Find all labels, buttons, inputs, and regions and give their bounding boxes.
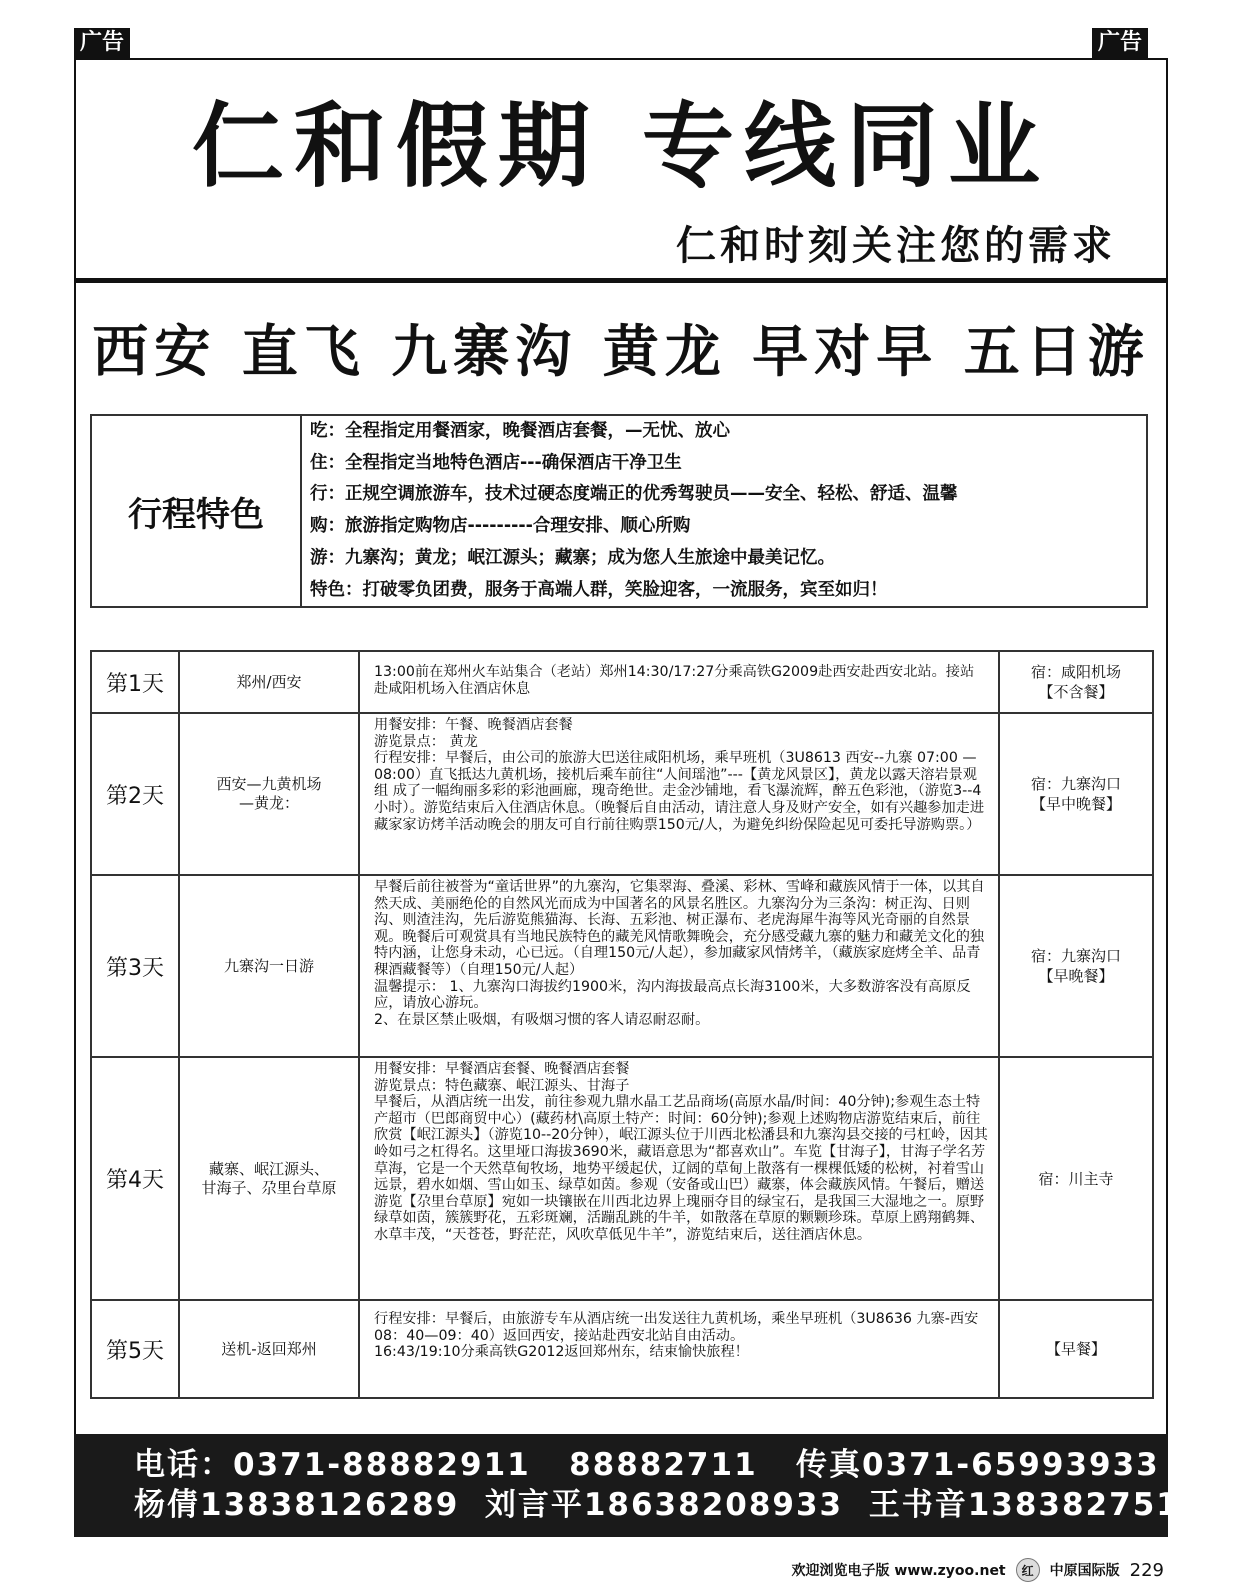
day-route: 郑州/西安	[179, 651, 359, 713]
header-divider	[74, 278, 1168, 283]
feature-eat: 吃：全程指定用餐酒家，晚餐酒店套餐，—无忧、放心	[310, 421, 730, 441]
feature-shopping: 购：旅游指定购物店---------合理安排、顺心所购	[310, 516, 691, 537]
feature-special: 特色：打破零负团费，服务于高端人群，笑脸迎客，一流服务，宾至如归！	[310, 579, 888, 600]
page-title: 仁和假期 专线同业	[191, 93, 1051, 200]
day-lodging: 【早餐】	[999, 1300, 1153, 1398]
feature-transport: 行：正规空调旅游车，技术过硬态度端正的优秀驾驶员——安全、轻松、舒适、温馨	[310, 484, 958, 505]
day-description: 13:00前在郑州火车站集合（老站）郑州14:30/17:27分乘高铁G2009赴西安赴西安北站。接站赴咸阳机场入住酒店休息	[359, 651, 999, 713]
footer-text: 欢迎浏览电子版 www.zyoo.net	[791, 1563, 1006, 1579]
feature-sights: 游：九寨沟；黄龙；岷江源头；藏寨；成为您人生旅途中最美记忆。	[310, 547, 835, 568]
features-label: 行程特色	[92, 416, 302, 606]
contact-names-line: 杨倩13838126289 刘言平18638208933 王书音13838275102	[134, 1487, 1227, 1523]
day-lodging: 宿：咸阳机场 【不含餐】	[999, 651, 1153, 713]
day-route: 送机-返回郑州	[179, 1300, 359, 1398]
day-lodging: 宿：九寨沟口 【早中晚餐】	[999, 713, 1153, 875]
day-lodging: 宿：九寨沟口 【早晚餐】	[999, 875, 1153, 1057]
table-row	[91, 651, 1153, 713]
table-row	[91, 875, 1153, 1057]
day-description: 用餐安排：午餐、晚餐酒店套餐 游览景点： 黄龙 行程安排：早餐后，由公司的旅游大巴送往咸阳机场，乘早班机（3U8613 西安--九寨 07:00 — 08:00）直飞抵达九黄机场，接机后乘车前往“人间瑶池”---【黄龙风景区】，黄龙以露天溶岩景观组 成了一幅绚丽多彩的彩池画廊，瑰奇绝世。走金沙铺地，看飞瀑流辉，醉五色彩池，（游览3--4小时）。游览结束后入住酒店休息。（晚餐后自由活动，请注意人身及财产安全，如有兴趣参加走进藏家家访烤羊活动晚会的朋友可自行前往购票150元/人，为避免纠纷保险起见可委托导游购票。）	[359, 713, 999, 875]
table-row	[91, 713, 1153, 875]
day-route: 西安—九黄机场 —黄龙：	[179, 713, 359, 875]
day-lodging: 宿：川主寺	[999, 1057, 1153, 1300]
features-list	[310, 416, 1140, 606]
day-label: 第5天	[91, 1300, 179, 1398]
day-label: 第4天	[91, 1057, 179, 1300]
page-number: 229	[1129, 1559, 1164, 1581]
ad-tag-left: 广告	[74, 28, 130, 58]
publication-logo-icon: 红	[1016, 1558, 1040, 1582]
page-footer	[792, 1558, 1164, 1582]
footer-edition: 中原国际版	[1049, 1563, 1120, 1579]
day-description: 用餐安排：早餐酒店套餐、晚餐酒店套餐 游览景点：特色藏寨、岷江源头、甘海子 早餐后，从酒店统一出发，前往参观九鼎水晶工艺品商场(高原水晶/时间：40分钟);参观生态土特产超市（巴郎商贸中心）(藏药材\高原土特产：时间：60分钟);参观上述购物店游览结束后，前往欣赏【岷江源头】（游览10--20分钟），岷江源头位于川西北松潘县和九寨沟县交接的弓杠岭，因其岭如弓之杠得名。这里垭口海拔3690米，藏语意思为“都喜欢山”。车览【甘海子】，甘海子学名芳草海，它是一个天然草甸牧场，地势平缓起伏，辽阔的草甸上散落有一棵棵低矮的松树，衬着雪山远景，碧水如烟、雪山如玉、绿草如茵。参观（安备或山巴）藏寨，体会藏族风情。午餐后，赠送游览【尕里台草原】宛如一块镶嵌在川西北边界上瑰丽夺目的绿宝石，是我国三大湿地之一。原野绿草如茵，簇簇野花，五彩斑斓，活蹦乱跳的牛羊，如散落在草原的颗颗珍珠。草原上鸥翔鹤舞、水草丰茂，“天苍苍，野茫茫，风吹草低见牛羊”，游览结束后，送往酒店休息。	[359, 1057, 999, 1300]
feature-stay: 住：全程指定当地特色酒店---确保酒店干净卫生	[310, 452, 682, 473]
page-subtitle: 仁和时刻关注您的需求	[676, 223, 1116, 269]
contact-phone-line: 电话：0371-88882911 88882711 传真0371-65993933	[134, 1447, 1160, 1483]
route-title: 西安 直飞 九寨沟 黄龙 早对早 五日游	[92, 320, 1150, 385]
itinerary-table	[90, 650, 1154, 1399]
day-description: 早餐后前往被誉为“童话世界”的九寨沟，它集翠海、叠溪、彩林、雪峰和藏族风情于一体，以其自然天成、美丽绝伦的自然风光而成为中国著名的风景名胜区。九寨沟分为三条沟：树正沟、日则沟、则渣洼沟，先后游览熊猫海、长海、五彩池、树正瀑布、老虎海犀牛海等风光奇丽的自然景观。晚餐后可观赏具有当地民族特色的藏羌风情歌舞晚会，充分感受藏九寨的魅力和藏羌文化的独特内涵，让您身未动，心已远。（自理150元/人起），参加藏家风情烤羊，（藏族家庭烤全羊、品青稞酒藏餐等）（自理150元/人起） 温馨提示： 1、九寨沟口海拔约1900米，沟内海拔最高点长海3100米，大多数游客没有高原反应，请放心游玩。 2、在景区禁止吸烟，有吸烟习惯的客人请忍耐忍耐。	[359, 875, 999, 1057]
day-route: 九寨沟一日游	[179, 875, 359, 1057]
contact-bar	[74, 1434, 1227, 1537]
day-label: 第1天	[91, 651, 179, 713]
day-label: 第2天	[91, 713, 179, 875]
ad-tag-right: 广告	[1092, 28, 1148, 58]
table-row	[91, 1300, 1153, 1398]
day-description: 行程安排：早餐后，由旅游专车从酒店统一出发送往九黄机场，乘坐早班机（3U8636 九寨-西安08：40—09：40）返回西安，接站赴西安北站自由活动。 16:43/19:10分乘高铁G2012返回郑州东，结束愉快旅程！	[359, 1300, 999, 1398]
day-route: 藏寨、岷江源头、 甘海子、尕里台草原	[179, 1057, 359, 1300]
day-label: 第3天	[91, 875, 179, 1057]
table-row	[91, 1057, 1153, 1300]
features-box	[90, 414, 1148, 608]
